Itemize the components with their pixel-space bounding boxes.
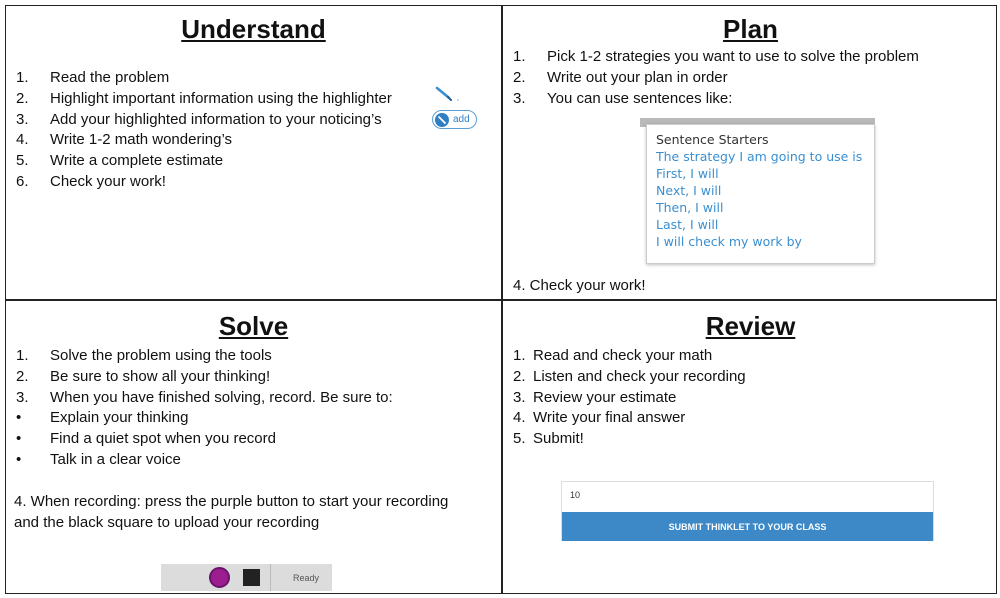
list-item: 3. You can use sentences like:	[513, 89, 733, 107]
list-item: • Find a quiet spot when you record	[16, 430, 276, 448]
plan-section	[503, 6, 998, 299]
plan-steps	[513, 47, 919, 109]
sentence-starter-item[interactable]: The strategy I am going to use is	[656, 149, 863, 164]
final-answer-panel	[561, 481, 934, 541]
list-item: 6. Check your work!	[16, 172, 166, 190]
list-item: 4. Write 1-2 math wondering’s	[16, 131, 233, 149]
recorder-empty-slot	[161, 564, 209, 591]
review-section	[503, 301, 998, 595]
list-item: 4. Write your final answer	[513, 409, 686, 427]
sentence-starters-panel	[646, 124, 875, 264]
understand-title: Understand	[181, 14, 326, 44]
stop-upload-button[interactable]	[243, 569, 260, 586]
add-label: add	[453, 114, 470, 125]
list-item: 1. Read and check your math	[513, 347, 713, 364]
submit-thinklet-button[interactable]: SUBMIT THINKLET TO YOUR CLASS	[562, 512, 933, 541]
highlighter-pen-icon[interactable]	[434, 86, 460, 102]
plan-final-step: 4. Check your work!	[513, 277, 646, 294]
record-button[interactable]	[209, 567, 230, 588]
list-item: 1. Solve the problem using the tools	[16, 347, 272, 364]
final-answer-field[interactable]: 10	[570, 490, 581, 500]
solve-section	[6, 301, 501, 595]
no-entry-circle-icon	[435, 113, 449, 127]
sentence-starter-item[interactable]: I will check my work by	[656, 234, 802, 249]
sentence-starters-heading: Sentence Starters	[656, 132, 769, 147]
recorder-divider	[270, 564, 271, 591]
plan-title: Plan	[723, 14, 778, 44]
solve-title: Solve	[218, 311, 289, 341]
list-item: 3. When you have finished solving, record. Be sure to:	[16, 388, 393, 406]
solve-steps	[16, 346, 393, 471]
understand-steps	[16, 68, 392, 193]
list-item: 2. Highlight important information using the highlighter	[16, 89, 392, 107]
instruction-grid	[5, 5, 997, 594]
list-item: 2. Listen and check your recording	[513, 367, 746, 385]
list-item: 2. Write out your plan in order	[513, 68, 728, 86]
list-item: 1. Read the problem	[16, 69, 170, 86]
review-title: Review	[705, 311, 796, 341]
sentence-starter-item[interactable]: Then, I will	[656, 200, 724, 215]
add-noticing-button[interactable]	[432, 110, 477, 129]
list-item: 3. Add your highlighted information to your noticing’s	[16, 110, 382, 128]
recorder-status: Ready	[293, 572, 320, 583]
list-item: 5. Submit!	[513, 430, 584, 448]
recording-note: 4. When recording: press the purple button to start your recording and the black square to upload your recording	[14, 493, 449, 531]
list-item: 1. Pick 1-2 strategies you want to use to solve the problem	[513, 48, 919, 65]
list-item: • Talk in a clear voice	[16, 450, 181, 468]
list-item: 5. Write a complete estimate	[16, 152, 224, 170]
sentence-starter-item[interactable]: First, I will	[656, 166, 719, 181]
list-item: 2. Be sure to show all your thinking!	[16, 367, 271, 385]
review-steps	[513, 346, 746, 450]
list-item: • Explain your thinking	[16, 409, 189, 427]
sentence-starter-item[interactable]: Last, I will	[656, 217, 719, 232]
sentence-starter-item[interactable]: Next, I will	[656, 183, 722, 198]
understand-section	[6, 6, 501, 299]
recorder-toolbar	[161, 564, 332, 591]
list-item: 3. Review your estimate	[513, 388, 677, 406]
